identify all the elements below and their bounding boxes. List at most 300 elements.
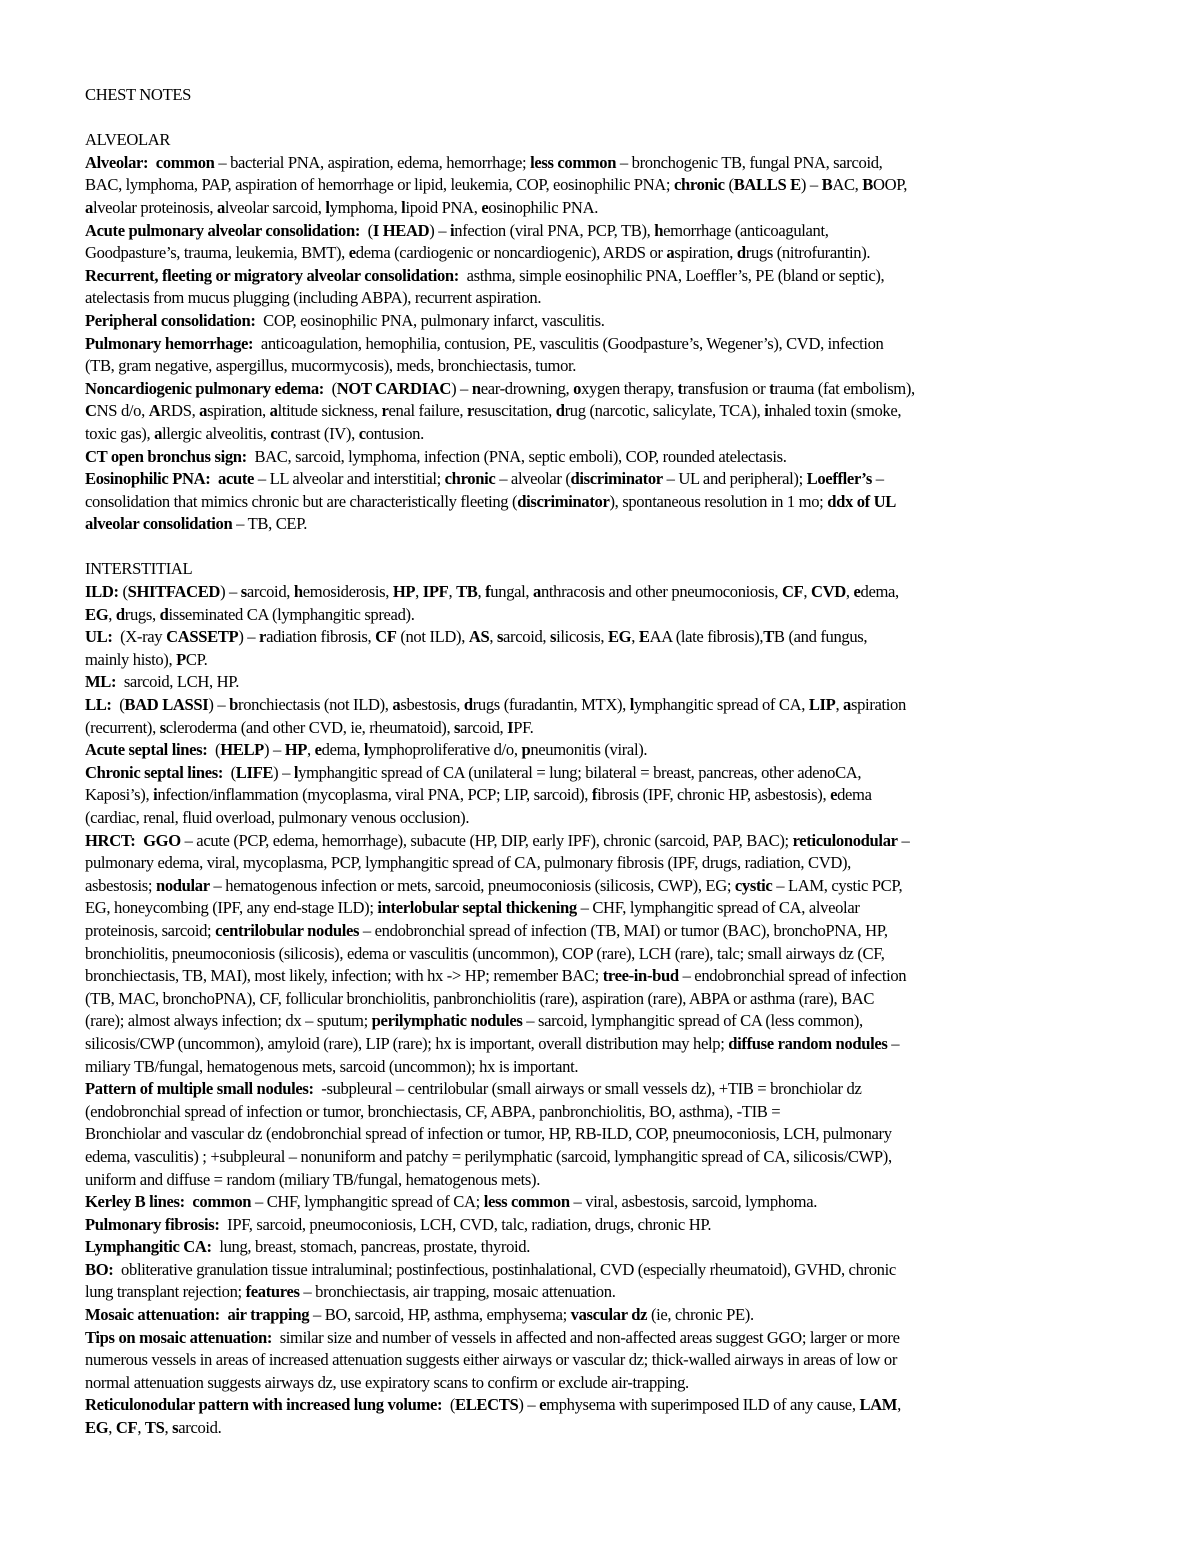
text-run: lveolar proteinosis, <box>92 197 217 217</box>
text-run: (TB, MAC, bronchoPNA), CF, follicular bronchiolitis, panbronchiolitis (rare), aspiration (rare), ABPA or asthma (rare), BAC <box>85 988 875 1008</box>
bold-text: BAD LASSI <box>124 695 209 715</box>
bold-text: interlobular septal thickening <box>377 898 577 918</box>
text-line <box>85 1394 1120 1417</box>
bold-text: r <box>466 401 474 421</box>
bold-text: d <box>115 604 125 624</box>
bold-text: Noncardiogenic pulmonary edema: <box>85 378 324 398</box>
bold-text: AS <box>468 627 490 647</box>
bold-text: NOT CARDIAC <box>336 378 452 398</box>
bold-text: a <box>85 197 93 217</box>
text-run: B (and fungus, <box>773 627 868 647</box>
bold-text: i <box>450 220 455 240</box>
text-run: rugs, <box>124 604 160 624</box>
text-run: ymphoproliferative d/o, <box>368 740 522 760</box>
bold-text: Lymphangitic CA: <box>85 1237 212 1257</box>
bold-text: s <box>172 1418 179 1438</box>
text-line <box>85 739 1120 762</box>
text-line <box>85 943 1120 966</box>
text-line <box>85 287 1120 310</box>
text-line <box>85 1169 1120 1192</box>
bold-text: LIP <box>808 695 836 715</box>
text-run: lung transplant rejection; <box>85 1282 246 1302</box>
bold-text: Tips on mosaic attenuation: <box>85 1327 273 1347</box>
bold-text: i <box>153 785 158 805</box>
bold-text: diffuse random nodules <box>728 1033 888 1053</box>
text-run: – endobronchial spread of infection <box>678 966 907 986</box>
bold-text: vascular dz <box>570 1305 648 1325</box>
bold-text: r <box>259 627 267 647</box>
bold-text: s <box>159 717 166 737</box>
text-run: CP. <box>185 649 208 669</box>
text-run: IPF, sarcoid, pneumoconiosis, LCH, CVD, talc, radiation, drugs, chronic HP. <box>219 1214 712 1234</box>
text-run: ) – <box>800 175 822 195</box>
bold-text: discriminator <box>517 491 610 511</box>
text-run: arcoid, <box>246 582 294 602</box>
text-run: spiration <box>851 695 906 715</box>
text-line <box>85 852 1120 875</box>
text-line <box>85 920 1120 943</box>
text-run: ( <box>223 762 236 782</box>
bold-text: e <box>481 197 489 217</box>
text-line <box>85 1146 1120 1169</box>
text-run: – <box>897 830 910 850</box>
text-run: – CHF, lymphangitic spread of CA, alveolar <box>576 898 860 918</box>
bold-text: Acute pulmonary alveolar consolidation: <box>85 220 361 240</box>
text-line <box>85 220 1120 243</box>
text-run: arcoid, <box>503 627 551 647</box>
text-run: AC, <box>832 175 863 195</box>
text-run: – bronchogenic TB, fungal PNA, sarcoid, <box>616 152 883 172</box>
text-run: ALVEOLAR <box>85 130 171 150</box>
text-run: ontusion. <box>365 423 424 443</box>
bold-text: d <box>555 401 565 421</box>
text-line <box>85 310 1120 333</box>
text-run: ) – <box>273 762 294 782</box>
bold-text: s <box>240 582 247 602</box>
text-line <box>85 513 1120 536</box>
text-line <box>85 649 1120 672</box>
text-run: ymphoma, <box>329 197 402 217</box>
bold-text: e <box>830 785 838 805</box>
text-run: neumonitis (viral). <box>530 740 648 760</box>
text-run: ( <box>118 582 128 602</box>
bold-text: ELECTS <box>455 1395 519 1415</box>
bold-text: EG <box>85 604 109 624</box>
bold-text: B <box>821 175 833 195</box>
text-run: ) – <box>429 220 451 240</box>
bold-text: Eosinophilic PNA: acute <box>85 469 255 489</box>
text-run: similar size and number of vessels in affected and non-affected areas suggest GGO; larger or more <box>272 1327 900 1347</box>
text-run: COP, eosinophilic PNA, pulmonary infarct, vasculitis. <box>255 310 605 330</box>
bold-text: a <box>666 243 675 263</box>
bold-text: I HEAD <box>372 220 430 240</box>
text-run: dema (cardiogenic or noncardiogenic), ARDS or <box>355 243 667 263</box>
bold-text: a <box>269 401 278 421</box>
text-run: – endobronchial spread of infection (TB, MAI) or tumor (BAC), bronchoPNA, HP, <box>359 920 888 940</box>
bold-text: a <box>199 401 208 421</box>
bold-text: ILD: <box>85 582 119 602</box>
text-run: ( <box>442 1395 455 1415</box>
text-run: ymphangitic spread of CA, <box>634 695 809 715</box>
bold-text: T <box>763 627 774 647</box>
text-run: ransfusion or <box>682 378 770 398</box>
text-run: BAC, sarcoid, lymphoma, infection (PNA, septic emboli), COP, rounded atelectasis. <box>246 446 787 466</box>
bold-text: e <box>853 582 861 602</box>
text-run: OOP, <box>873 175 908 195</box>
text-run: ) – <box>238 627 260 647</box>
text-run: ( <box>360 220 373 240</box>
bold-text: HP <box>392 582 416 602</box>
text-run: ungal, <box>490 582 534 602</box>
text-run: anticoagulation, hemophilia, contusion, PE, vasculitis (Goodpasture’s, Wegener’s), CVD, infection <box>253 333 884 353</box>
bold-text: HRCT: GGO <box>85 830 181 850</box>
bold-text: LAM <box>859 1395 898 1415</box>
text-run: – alveolar ( <box>495 469 571 489</box>
text-run: CHEST NOTES <box>85 85 192 104</box>
text-run: sbestosis, <box>400 695 464 715</box>
text-line <box>85 400 1120 423</box>
bold-text: t <box>677 378 683 398</box>
text-run: INTERSTITIAL <box>85 559 193 579</box>
text-run: – TB, CEP. <box>232 514 308 534</box>
text-line <box>85 1417 1120 1440</box>
text-run: nfection (viral PNA, PCP, TB), <box>454 220 655 240</box>
text-run: miliary TB/fungal, hematogenous mets, sarcoid (uncommon); hx is important. <box>85 1056 579 1076</box>
text-run: , <box>845 582 854 602</box>
text-run: nhaled toxin (smoke, <box>768 401 902 421</box>
bold-text: features <box>245 1282 300 1302</box>
bold-text: b <box>229 695 239 715</box>
text-run: ontrast (IV), <box>277 423 359 443</box>
bold-text: Mosaic attenuation: air trapping <box>85 1305 310 1325</box>
text-line <box>85 197 1120 220</box>
text-run: pulmonary edema, viral, mycoplasma, PCP, lymphangitic spread of CA, pulmonary fibrosis (IPF, drugs, radiation, CVD), <box>85 853 851 873</box>
text-line <box>85 1101 1120 1124</box>
bold-text: r <box>381 401 389 421</box>
bold-text: l <box>401 197 406 217</box>
text-run: , <box>307 740 315 760</box>
text-line <box>85 830 1120 853</box>
bold-text: CF <box>115 1418 138 1438</box>
bold-text: Kerley B lines: common <box>85 1192 252 1212</box>
bold-text: f <box>591 785 598 805</box>
text-run: PF. <box>513 717 534 737</box>
text-run: (cardiac, renal, fluid overload, pulmonary venous occlusion). <box>85 808 470 827</box>
blank-line <box>85 107 1120 130</box>
bold-text: perilymphatic nodules <box>371 1011 523 1031</box>
text-line <box>85 1056 1120 1079</box>
text-run: – bacterial PNA, aspiration, edema, hemorrhage; <box>214 152 531 172</box>
bold-text: A <box>148 401 161 421</box>
bold-text: d <box>463 695 473 715</box>
text-run: – hematogenous infection or mets, sarcoid, pneumoconiosis (silicosis, CWP), EG; <box>209 875 735 895</box>
text-run: – sarcoid, lymphangitic spread of CA (less common), <box>522 1011 863 1031</box>
text-run: numerous vessels in areas of increased attenuation suggests either airways or vascular dz; thick-walled airways in areas of low or <box>85 1350 898 1370</box>
text-line <box>85 762 1120 785</box>
bold-text: LIFE <box>235 762 274 782</box>
bold-text: CF <box>375 627 397 647</box>
text-run: – LAM, cystic PCP, <box>772 875 903 895</box>
text-run: (TB, gram negative, aspergillus, mucormycosis), meds, bronchiectasis, tumor. <box>85 356 577 376</box>
text-line <box>85 1349 1120 1372</box>
text-run: silicosis/CWP (uncommon), amyloid (rare), LIP (rare); hx is important, overall distribution may help; <box>85 1033 729 1053</box>
text-run: ( <box>207 740 221 760</box>
text-line <box>85 1259 1120 1282</box>
text-line <box>85 1372 1120 1395</box>
text-run: xygen therapy, <box>581 378 678 398</box>
text-run: ymphangitic spread of CA (unilateral = lung; bilateral = breast, pancreas, other adenoCA, <box>298 762 862 782</box>
bold-text: c <box>358 423 366 443</box>
bold-text: less common <box>530 152 617 172</box>
bold-text: e <box>314 740 322 760</box>
bold-text: Recurrent, fleeting or migratory alveolar consolidation: <box>85 265 459 285</box>
text-run: – bronchiectasis, air trapping, mosaic attenuation. <box>299 1282 616 1302</box>
text-run: spiration, <box>207 401 270 421</box>
text-run: – UL and peripheral); <box>662 469 807 489</box>
bold-text: CF <box>781 582 804 602</box>
text-run: RDS, <box>160 401 200 421</box>
text-run: obliterative granulation tissue intraluminal; postinfectious, postinhalational, CVD (especially rheumatoid), GVHD, chronic <box>113 1259 896 1279</box>
text-line <box>85 1033 1120 1056</box>
text-line <box>85 1010 1120 1033</box>
bold-text: less common <box>483 1192 570 1212</box>
text-run: – BO, sarcoid, HP, asthma, emphysema; <box>309 1305 571 1325</box>
text-run: (X-ray <box>112 627 167 647</box>
text-run: , <box>477 582 486 602</box>
bold-text: chronic <box>444 469 496 489</box>
text-line <box>85 423 1120 446</box>
text-line <box>85 784 1120 807</box>
bold-text: C <box>85 401 97 421</box>
bold-text: tree-in-bud <box>602 966 679 986</box>
text-run: ( <box>323 378 337 398</box>
text-line <box>85 265 1120 288</box>
text-run: ) – <box>263 740 285 760</box>
bold-text: l <box>293 762 299 782</box>
text-run: , <box>415 582 423 602</box>
bold-text: d <box>736 243 746 263</box>
text-run: Goodpasture’s, trauma, leukemia, BMT), <box>85 243 349 263</box>
bold-text: e <box>539 1395 547 1415</box>
text-run: ear-drowning, <box>480 378 574 398</box>
text-line <box>85 807 1120 830</box>
text-line <box>85 174 1120 197</box>
text-run: ) – <box>220 582 241 602</box>
text-run: (endobronchial spread of infection or tumor, bronchiectasis, CF, ABPA, panbronchiolitis, BO, asthma), -TIB = <box>85 1101 781 1121</box>
text-line <box>85 242 1120 265</box>
text-run: bronchiectasis, TB, MAI), most likely, infection; with hx -> HP; remember BAC; <box>85 966 603 986</box>
text-run: – viral, asbestosis, sarcoid, lymphoma. <box>569 1192 818 1212</box>
bold-text: n <box>471 378 481 398</box>
bold-text: s <box>550 627 557 647</box>
text-run: ), spontaneous resolution in 1 mo; <box>609 491 828 511</box>
text-run: asthma, simple eosinophilic PNA, Loeffler’s, PE (bland or septic), <box>458 265 885 285</box>
text-line <box>85 468 1120 491</box>
text-run: enal failure, <box>388 401 467 421</box>
text-run: (ie, chronic PE). <box>647 1305 754 1325</box>
bold-text: EG <box>607 627 632 647</box>
bold-text: Pulmonary hemorrhage: <box>85 333 254 353</box>
bold-text: UL: <box>85 627 113 647</box>
bold-text: Alveolar: common <box>85 152 215 172</box>
text-run: emosiderosis, <box>302 582 393 602</box>
text-line <box>85 333 1120 356</box>
bold-text: BALLS E <box>733 175 801 195</box>
text-line <box>85 152 1120 175</box>
text-run: , <box>448 582 457 602</box>
text-line <box>85 897 1120 920</box>
text-run: EG, honeycombing (IPF, any end-stage ILD); <box>85 898 378 918</box>
bold-text: LL: <box>85 695 112 715</box>
bold-text: ddx of UL <box>827 491 896 511</box>
bold-text: t <box>769 378 775 398</box>
bold-text: a <box>533 582 541 602</box>
text-run: cleroderma (and other CVD, ie, rheumatoid), <box>165 717 455 737</box>
text-line <box>85 581 1120 604</box>
text-line <box>85 1304 1120 1327</box>
text-line <box>85 1327 1120 1350</box>
text-run: nfection/inflammation (mycoplasma, viral PNA, PCP; LIP, sarcoid), <box>157 785 592 805</box>
text-run: uniform and diffuse = random (miliary TB/fungal, hematogenous mets). <box>85 1169 541 1189</box>
text-run: nthracosis and other pneumoconiosis, <box>540 582 782 602</box>
bold-text: e <box>348 243 356 263</box>
bold-text: ML: <box>85 672 117 692</box>
text-run: proteinosis, sarcoid; <box>85 920 216 940</box>
bold-text: IPF <box>422 582 449 602</box>
text-run: adiation fibrosis, <box>266 627 376 647</box>
text-run: ( <box>724 175 734 195</box>
bold-text: P <box>176 649 186 669</box>
bold-text: o <box>573 378 582 398</box>
text-run: , <box>108 1418 116 1438</box>
text-run: ipoid PNA, <box>405 197 482 217</box>
bold-text: E <box>638 627 650 647</box>
bold-text: reticulonodular <box>792 830 898 850</box>
bold-text: SHITFACED <box>127 582 221 602</box>
bold-text: a <box>154 423 163 443</box>
text-run: edema, vasculitis) ; +subpleural – nonuniform and patchy = perilymphatic (sarcoid, lymphangitic spread of CA, silicosis/CWP), <box>85 1146 892 1166</box>
text-line <box>85 988 1120 1011</box>
chest-notes-document <box>85 84 1120 1440</box>
text-run: mphysema with superimposed ILD of any cause, <box>546 1395 860 1415</box>
bold-text: l <box>325 197 330 217</box>
bold-text: h <box>654 220 664 240</box>
bold-text: BO: <box>85 1259 114 1279</box>
blank-line <box>85 536 1120 559</box>
bold-text: Reticulonodular pattern with increased lung volume: <box>85 1395 443 1415</box>
text-line <box>85 875 1120 898</box>
text-line <box>85 491 1120 514</box>
text-run: ( <box>111 695 125 715</box>
bold-text: alveolar consolidation <box>85 514 233 534</box>
text-run: , <box>631 627 639 647</box>
bold-text: CASSETP <box>166 627 239 647</box>
bold-text: i <box>764 401 769 421</box>
text-run: esuscitation, <box>473 401 556 421</box>
bold-text: centrilobular nodules <box>215 920 360 940</box>
text-line <box>85 1078 1120 1101</box>
text-line <box>85 604 1120 627</box>
text-run: (not ILD), <box>396 627 469 647</box>
bold-text: I <box>507 717 514 737</box>
text-line <box>85 626 1120 649</box>
text-run: osinophilic PNA. <box>488 197 599 217</box>
text-run: llergic alveolitis, <box>162 423 271 443</box>
text-run: asbestosis; <box>85 875 156 895</box>
text-run: bronchiolitis, pneumoconiosis (silicosis), edema or vasculitis (uncommon), COP (rare), LCH (rare), talc; small airways dz (CF, <box>85 943 885 963</box>
bold-text: HELP <box>220 740 264 760</box>
bold-text: B <box>862 175 873 195</box>
text-run: arcoid, <box>460 717 508 737</box>
text-run: ltitude sickness, <box>277 401 382 421</box>
text-run: lveolar sarcoid, <box>224 197 326 217</box>
text-run: ) – <box>208 695 230 715</box>
text-run: , <box>489 627 497 647</box>
bold-text: a <box>392 695 401 715</box>
text-line <box>85 1123 1120 1146</box>
text-run: dema, <box>321 740 364 760</box>
text-line <box>85 1281 1120 1304</box>
bold-text: TS <box>144 1418 165 1438</box>
text-run: isseminated CA (lymphangitic spread). <box>168 604 415 624</box>
text-run: , <box>803 582 811 602</box>
text-run: (rare); almost always infection; dx – sputum; <box>85 1011 372 1031</box>
text-run: – <box>871 469 884 489</box>
text-run: ilicosis, <box>556 627 608 647</box>
text-run: mainly histo), <box>85 649 177 669</box>
text-run: – CHF, lymphangitic spread of CA; <box>251 1192 484 1212</box>
text-run: consolidation that mimics chronic but are characteristically fleeting ( <box>85 491 518 511</box>
text-line <box>85 1236 1120 1259</box>
text-line <box>85 378 1120 401</box>
text-run: toxic gas), <box>85 423 155 443</box>
bold-text: nodular <box>155 875 210 895</box>
text-run: – LL alveolar and interstitial; <box>254 469 445 489</box>
text-run: AA (late fibrosis), <box>649 627 764 647</box>
text-run: atelectasis from mucus plugging (including ABPA), recurrent aspiration. <box>85 288 542 308</box>
text-run: dema, <box>860 582 899 602</box>
text-run: , <box>164 1418 173 1438</box>
bold-text: s <box>496 627 504 647</box>
text-run: rug (narcotic, salicylate, TCA), <box>564 401 765 421</box>
bold-text: f <box>485 582 491 602</box>
text-line <box>85 965 1120 988</box>
text-run: (recurrent), <box>85 717 160 737</box>
bold-text: a <box>843 695 851 715</box>
bold-text: Pattern of multiple small nodules: <box>85 1079 314 1099</box>
bold-text: l <box>629 695 635 715</box>
text-run: ronchiectasis (not ILD), <box>238 695 393 715</box>
text-run: ) – <box>451 378 472 398</box>
bold-text: CT open bronchus sign: <box>85 446 247 466</box>
text-run: , <box>137 1418 145 1438</box>
text-line <box>85 129 1120 152</box>
text-run: spiration, <box>674 243 737 263</box>
text-line <box>85 84 1120 107</box>
text-run: , <box>108 604 116 624</box>
text-run: lung, breast, stomach, pancreas, prostate, thyroid. <box>211 1237 531 1257</box>
bold-text: discriminator <box>570 469 663 489</box>
text-run: emorrhage (anticoagulant, <box>663 220 829 240</box>
text-run: normal attenuation suggests airways dz, use expiratory scans to confirm or exclude air-trapping. <box>85 1372 689 1392</box>
text-line <box>85 717 1120 740</box>
text-run: rugs (furadantin, MTX), <box>472 695 630 715</box>
text-run: rugs (nitrofurantin). <box>745 243 871 263</box>
text-line <box>85 671 1120 694</box>
bold-text: HP <box>284 740 308 760</box>
text-run: sarcoid, LCH, HP. <box>116 672 240 692</box>
bold-text: s <box>454 717 461 737</box>
